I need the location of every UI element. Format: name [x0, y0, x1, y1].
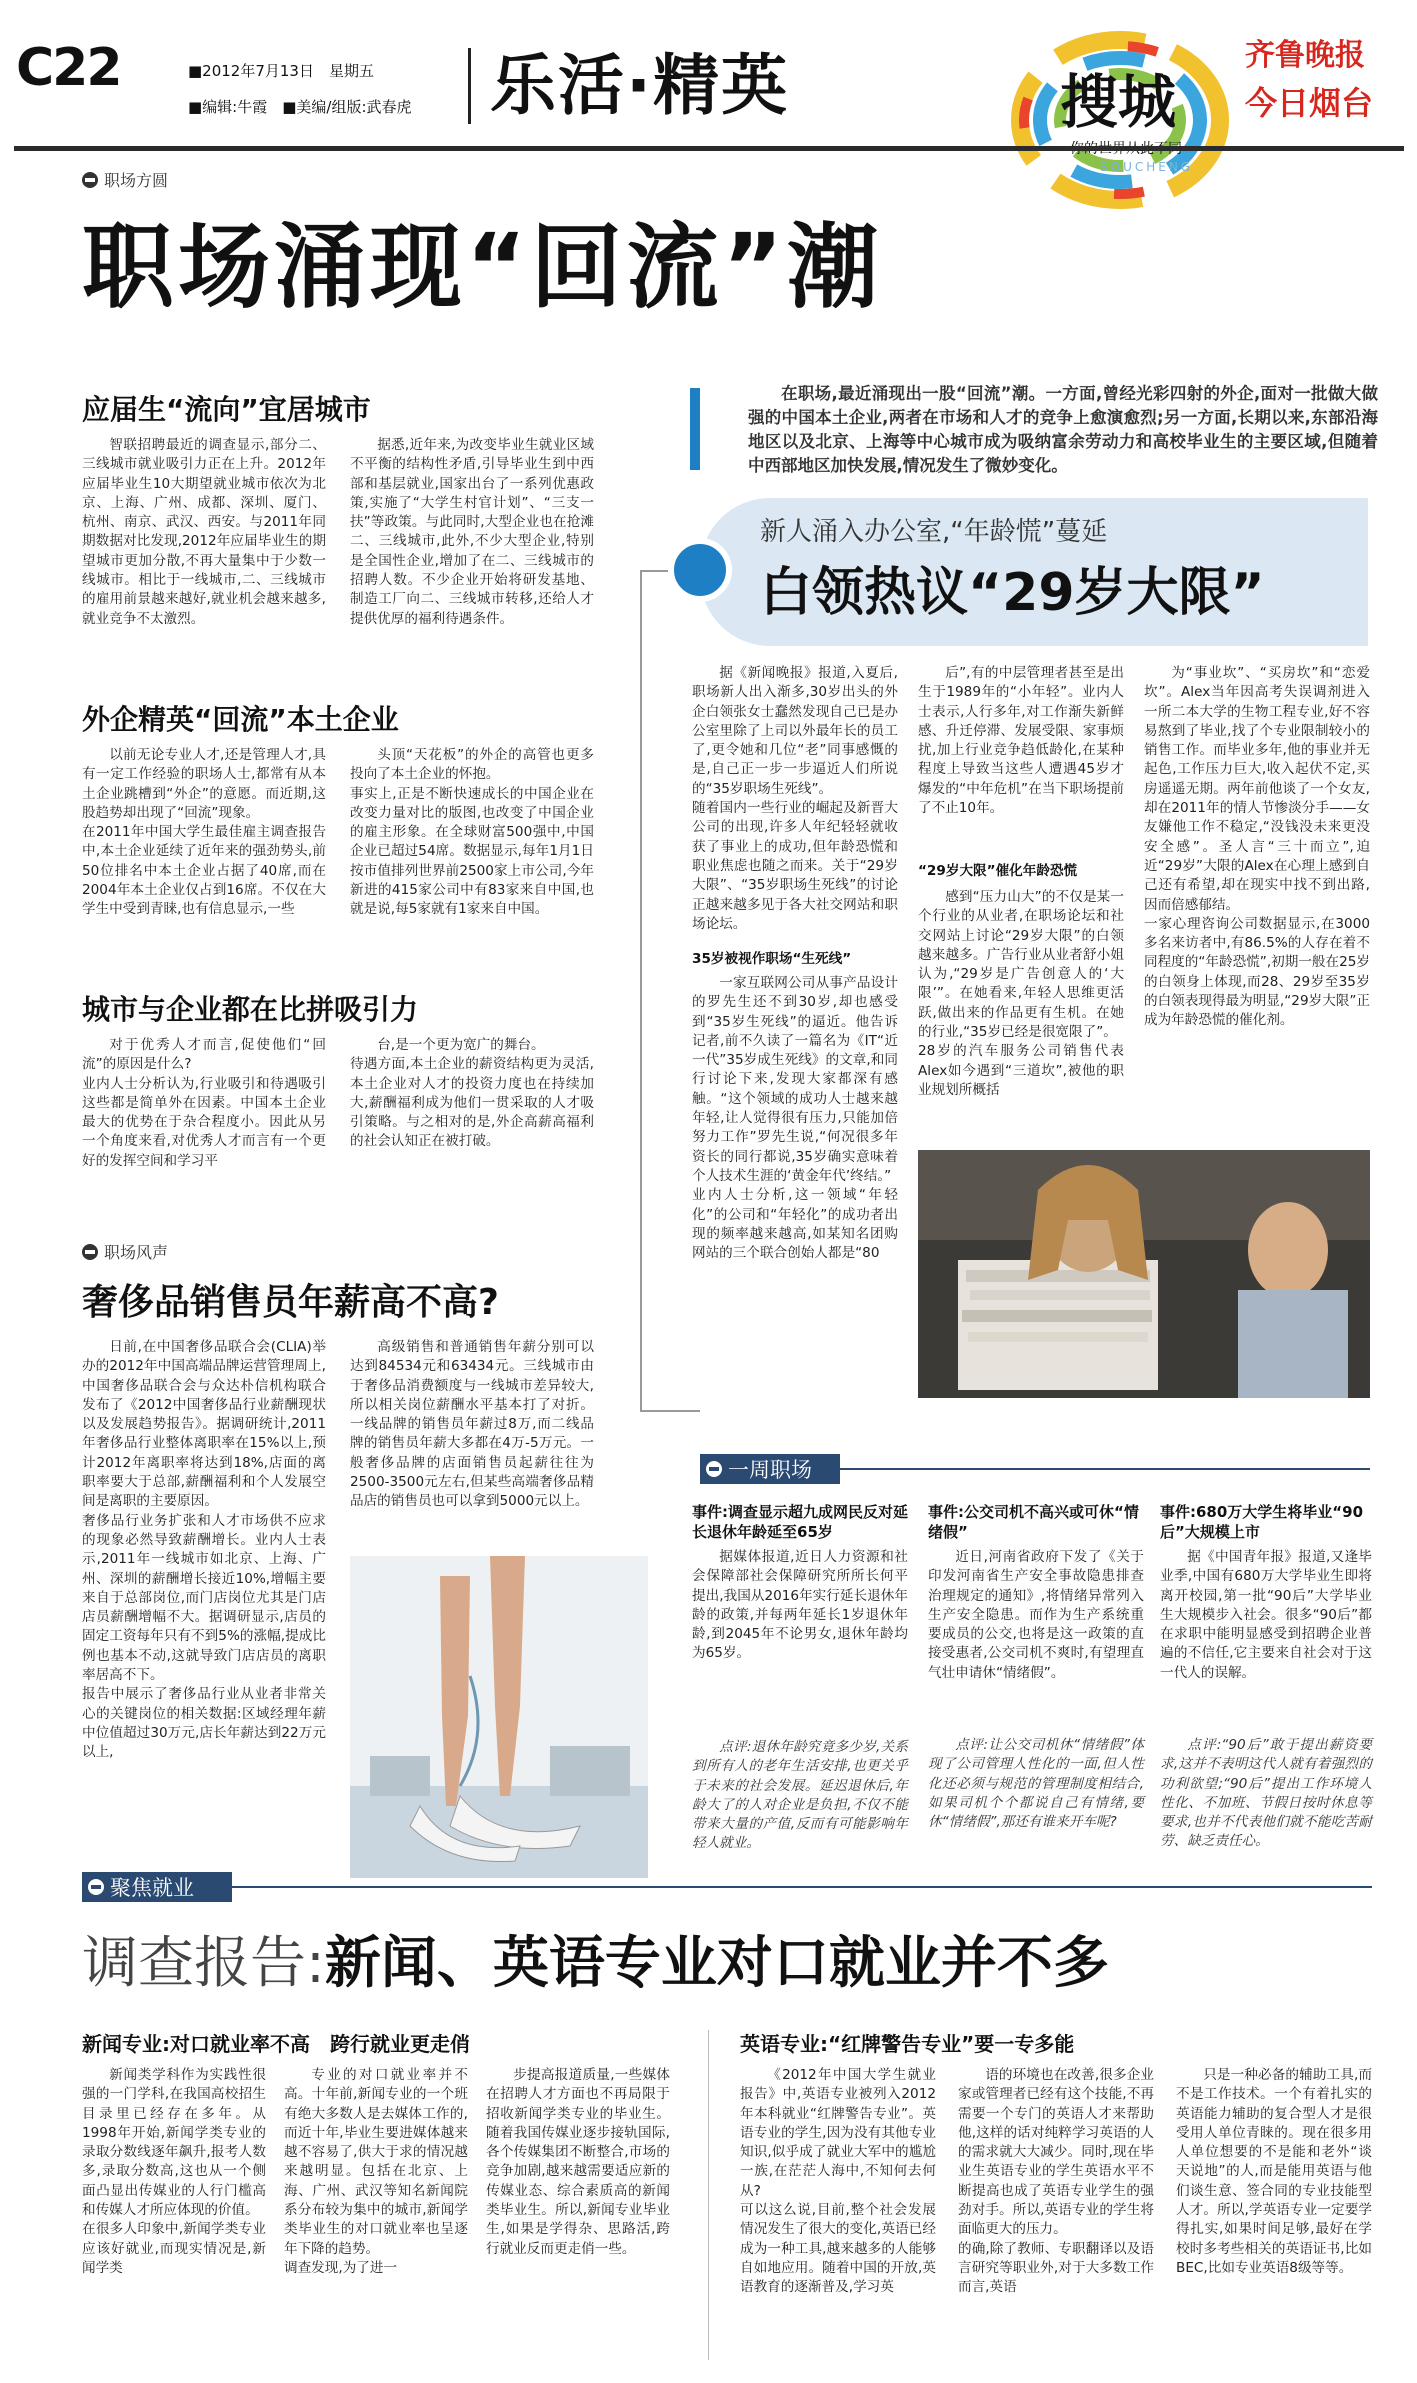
english-title: 英语专业:“红牌警告专业”要一专多能	[740, 2032, 1075, 2056]
sec1-title: 应届生“流向”宜居城市	[82, 393, 371, 426]
english-col2: 语的环境也在改善,很多企业家或管理者已经有这个技能,不再需要一个专门的英语人才来帮助他,这样的话对纯粹学习英语的人的需求就大大减少。同时,现在毕业生英语专业的学生英语水平不断提高也成了英语专业学生的强劲对手。所以,英语专业的学生将面临更大的压力。 的确,除了教师、专职翻译以及语言研究等职业外,对于大多数工作而言,英语	[958, 2067, 1154, 2296]
sec2-col2: 头顶“天花板”的外企的高管也更多投向了本土企业的怀抱。 事实上,正是不断快速成长的中国企业在改变力量对比的版图,也改变了中国企业的雇主形象。在全球财富500强中,中国企业已超过54席。数据显示,每年1月1日按市值排列世界前2500家上市公司,今年新进的415家公司中有83家来自中国,也就是说,每5家就有1家来自中国。	[350, 747, 594, 918]
section-title: 乐活·精英	[490, 47, 790, 124]
event3-title: 事件:680万大学生将毕业“90后”大规模上市	[1160, 1503, 1364, 1541]
feature-col1: 据《新闻晚报》报道,入夏后,职场新人出入渐多,30岁出头的外企白领张女士蠢然发现自己已是办公室里除了上司以外最年长的员工了,更令她和几位“老”同事感慨的是,自己正一步一步逼近人们所说的“35岁职场生死线”。 随着国内一些行业的崛起及新晋大公司的出现,许多人年纪轻轻就收获了事业上的成功,但年龄恐慌和职业焦虑也随之而来。关于“29岁大限”、“35岁职场生死线”的讨论正越来越多见于各大社交网站和职场论坛。	[692, 665, 898, 932]
feature-title: 白领热议“29岁大限”	[760, 563, 1265, 623]
connector-line	[640, 570, 642, 1410]
sec3-col1: 对于优秀人才而言,促使他们“回流”的原因是什么? 业内人士分析认为,行业吸引和待遇吸引这些都是简单外在因素。中国本土企业最大的优势在于杂合程度小。因此从另一个角度来看,对优秀人才而言有一个更好的发挥空间和学习平	[82, 1037, 326, 1169]
feature-col3: 为“事业坎”、“买房坎”和“恋爱坎”。Alex当年因高考失误调剂进入一所二本大学的生物工程专业,好不容易熬到了毕业,找了个专业限制较小的销售工作。而毕业多年,他的事业并无起色,工作压力巨大,收入起伏不定,买房遥遥无期。两年前他谈了一个女友,却在2011年的情人节惨淡分手——女友嫌他工作不稳定,“没钱没未来更没安全感”。圣人言“三十而立”,迫近“29岁”大限的Alex在心理上感到自己还有希望,却在现实中找不到出路,因而倍感郁结。 一家心理咨询公司数据显示,在3000多名来访者中,有86.5%的人存在着不同程度的“年龄恐慌”,初期一般在25岁的白领身上体现,而28、29岁至35岁的白领表现得最为明显,“29岁大限”正成为年龄恐慌的催化剂。	[1144, 665, 1371, 1029]
luxury-title: 奢侈品销售员年薪高不高?	[82, 1282, 499, 1323]
newspaper-logo: 齐鲁晚报	[1245, 38, 1365, 73]
circle-marker-icon	[88, 1879, 104, 1895]
luxury-heels-illustration	[350, 1556, 648, 1878]
sec2-title: 外企精英“回流”本土企业	[82, 703, 399, 736]
column-divider	[708, 2030, 709, 2360]
feature-sub1: 35岁被视作职场“生死线”	[692, 951, 852, 967]
column-logo-english: SOUCHENG	[1100, 160, 1194, 174]
sec3-title: 城市与企业都在比拼吸引力	[82, 993, 419, 1026]
weekly-tag-label: 一周职场	[728, 1458, 812, 1482]
event3-comment: 点评:“90后”敢于提出薪资要求,这并不表明这代人就有着强烈的功利欲望;“90后”提出工作环境人性化、不加班、节假日按时休息等要求,也并不代表他们就不能吃苦耐劳、缺乏责任心。	[1160, 1737, 1372, 1850]
focus-section-bar	[82, 1872, 232, 1902]
event1-title: 事件:调查显示超九成网民反对延长退休年龄延至65岁	[692, 1503, 909, 1541]
bottom-rule	[232, 1886, 1372, 1888]
bottom-headline	[82, 1928, 1109, 2000]
edition-name: 今日烟台	[1245, 84, 1374, 122]
feature-blue-circle	[668, 538, 732, 602]
luxury-section-tag	[82, 1240, 168, 1263]
circle-marker-icon	[706, 1461, 722, 1477]
journalism-col3: 步提高报道质量,一些媒体在招聘人才方面也不再局限于招收新闻学类专业的毕业生。随着我国传媒业逐步接轨国际,各个传媒集团不断整合,市场的竞争加剧,越来越需要适应新的传媒业态、综合素质高的新闻类毕业生。所以,新闻专业毕业生,如果是学得杂、思路活,跨行就业反而更走俏一些。	[486, 2067, 670, 2257]
main-headline: 职场涌现“回流”潮	[82, 214, 883, 321]
feature-sub2: “29岁大限”催化年龄恐慌	[918, 863, 1078, 879]
event2-body: 近日,河南省政府下发了《关于印发河南省生产安全事故隐患排查治理规定的通知》,将情绪异常列入生产安全隐患。而作为生产系统重要成员的公交,也将是这一政策的直接受惠者,公交司机不爽时,有望理直气壮申请休“情绪假”。	[928, 1549, 1144, 1681]
header-rule	[14, 146, 1404, 151]
page-number: C22	[16, 38, 121, 98]
editor-credits: ■编辑:牛霞 ■美编/组版:武春虎	[188, 98, 412, 116]
english-col3: 只是一种必备的辅助工具,而不是工作技术。一个有着扎实的英语能力辅助的复合型人才是很受用人单位青睐的。现在很多用人单位想要的不是能和老外“谈天说地”的人,而是能用英语与他们谈生意、签合同的专业技能型人才。所以,学英语专业一定要学得扎实,如果时间足够,最好在学校时多考些相关的英语证书,比如BEC,比如专业英语8级等等。	[1176, 2067, 1372, 2276]
feature-col2: 后”,有的中层管理者甚至是出生于1989年的“小年轻”。业内人士表示,人行多年,对工作渐失新鲜感、升迁停滞、发展受限、家事烦扰,加上行业竞争趋低龄化,在某种程度上导致当这些人遭遇45岁才爆发的“中年危机”在当下职场提前了不止10年。	[918, 665, 1124, 817]
connector-line	[640, 1410, 700, 1412]
weekly-rule	[840, 1468, 1370, 1470]
journalism-title: 新闻专业:对口就业率不高 跨行就业更走俏	[82, 2032, 470, 2056]
circle-marker-icon	[82, 1244, 98, 1260]
luxury-col2: 高级销售和普通销售年薪分别可以达到84534元和63434元。三线城市由于奢侈品消费额度与一线城市差异较大,所以相关岗位薪酬水平基本打了对折。一线品牌的销售员年薪过8万,而二线品牌的销售员年薪大多都在4万-5万元。一般奢侈品牌的店面销售员起薪往往为2500-3500元左右,但某些高端奢侈品精品店的销售员也可以拿到5000元以上。	[350, 1339, 594, 1510]
luxury-tag-label: 职场风声	[104, 1243, 169, 1262]
connector-line	[640, 570, 670, 572]
main-section-tag	[82, 168, 168, 191]
event2-comment: 点评:让公交司机休“情绪假”体现了公司管理人性化的一面,但人性化还必须与规范的管理制度相结合,如果司机个个都说自己有情绪,要休“情绪假”,那还有谁来开车呢?	[928, 1737, 1144, 1831]
circle-marker-icon	[82, 172, 98, 188]
main-lead: 在职场,最近涌现出一股“回流”潮。一方面,曾经光彩四射的外企,面对一批做大做强的中国本土企业,两者在市场和人才的竞争上愈演愈烈;另一方面,长期以来,东部沿海地区以及北京、上海等中心城市成为吸纳富余劳动力和高校毕业生的主要区域,但随着中西部地区加快发展,情况发生了微妙变化。	[748, 384, 1378, 475]
issue-date: ■2012年7月13日 星期五	[188, 62, 374, 80]
bottom-headline-main: 新闻、英语专业对口就业并不多	[324, 1931, 1109, 1996]
lead-accent-bar	[690, 388, 700, 470]
bottom-headline-prefix: 调查报告:	[82, 1931, 325, 1996]
sec2-col1: 以前无论专业人才,还是管理人才,具有一定工作经验的职场人士,都常有从本土企业跳槽到“外企”的意愿。而近期,这股趋势却出现了“回流”现象。 在2011年中国大学生最佳雇主调查报告中,本土企业延续了近年来的强劲势头,前50位排名中本土企业占据了40席,而在2004年本土企业仅占到16席。不仅在大学生中受到青睐,也有信息显示,一些	[82, 747, 326, 918]
column-logo: 搜城	[1060, 68, 1177, 136]
journalism-col2: 专业的对口就业率并不高。十年前,新闻专业的一个班有绝大多数人是去媒体工作的,而近十年,毕业生要进媒体越来越不容易了,供大于求的情况越来越明显。包括在北京、上海、广州、武汉等知名新闻院系分布较为集中的城市,新闻学类毕业生的对口就业率也呈逐年下降的趋势。 调查发现,为了进一	[284, 2067, 468, 2276]
feature-col2b: 感到“压力山大”的不仅是某一个行业的从业者,在职场论坛和社交网站上讨论“29岁大限”的白领越来越多。广告行业从业者舒小姐认为,“29岁是广告创意人的‘大限’”。在她看来,年轻人思维更活跃,做出来的作品更有生机。在她的行业,“35岁已经是很宽限了”。 28岁的汽车服务公司销售代表Alex如今遇到“三道坎”,被他的职业规划所概括	[918, 889, 1124, 1098]
focus-tag-label: 聚焦就业	[110, 1876, 194, 1900]
event1-body: 据媒体报道,近日人力资源和社会保障部社会保障研究所所长何平提出,我国从2016年实行延长退休年龄的政策,并每两年延长1岁退休年龄,到2045年不论男女,退休年龄均为65岁。	[692, 1549, 908, 1662]
office-worker-photo	[918, 1150, 1370, 1398]
sec1-col1: 智联招聘最近的调查显示,部分二、三线城市就业吸引力正在上升。2012年应届毕业生10大期望就业城市依次为北京、上海、广州、成都、深圳、厦门、杭州、南京、武汉、西安。与2011年同期数据对比发现,2012年应届毕业生的期望城市更加分散,不再大量集中于少数一线城市。相比于一线城市,二、三线城市的雇用前景越来越好,就业机会越来越多,就业竞争不太激烈。	[82, 437, 326, 627]
sec3-col2: 台,是一个更为宽广的舞台。 待遇方面,本土企业的薪资结构更为灵活,本土企业对人才的投资力度也在持续加大,薪酬福利成为他们一贯采取的人才吸引策略。与之相对的是,外企高薪高福利的社会认知正在被打破。	[350, 1037, 594, 1150]
luxury-col1: 日前,在中国奢侈品联合会(CLIA)举办的2012年中国高端品牌运营管理周上,中国奢侈品联合会与众达朴信机构联合发布了《2012中国奢侈品行业薪酬现状以及发展趋势报告》。据调研统计,2011年奢侈品行业整体离职率在15%以上,预计2012年离职率将达到18%,店面的离职率要大于总部,薪酬福利和个人发展空间是离职的主要原因。 奢侈品行业务扩张和人才市场供不应求的现象必然导致薪酬增长。业内人士表示,2011年一线城市如北京、上海、广州、深圳的薪酬增长接近10%,增幅主要来自于总部岗位,而门店岗位尤其是门店店员薪酬增幅不大。据调研显示,店员的固定工资每年只有不到5%的涨幅,提成比例也基本不动,这就导致门店店员的离职率居高不下。 报告中展示了奢侈品行业从业者非常关心的关键岗位的相关数据:区域经理年薪中位值超过30万元,店长年薪达到22万元以上,	[82, 1339, 326, 1761]
journalism-col1: 新闻类学科作为实践性很强的一门学科,在我国高校招生目录里已经存在多年。从1998年开始,新闻学类专业的录取分数线逐年飙升,报考人数多,录取分数高,这也从一个侧面凸显出传媒业的人行门槛高和传媒人才所应体现的价值。 在很多人印象中,新闻学类专业应该好就业,而现实情况是,新闻学类	[82, 2067, 266, 2276]
main-tag-label: 职场方圆	[104, 171, 169, 190]
english-col1: 《2012年中国大学生就业报告》中,英语专业被列入2012年本科就业“红牌警告专业”。英语专业的学生,因为没有其他专业知识,似乎成了就业大军中的尴尬一族,在茫茫人海中,不知何去何从? 可以这么说,目前,整个社会发展情况发生了很大的变化,英语已经成为一种工具,越来越多的人能够自如地应用。随着中国的开放,英语教育的逐渐普及,学习英	[740, 2067, 936, 2296]
event3-body: 据《中国青年报》报道,又逢毕业季,中国有680万大学毕业生即将离开校园,第一批“90后”大学毕业生大规模步入社会。很多“90后”都在求职中能明显感受到招聘企业普遍的不信任,它主要来自社会对于这一代人的误解。	[1160, 1549, 1372, 1681]
event2-title: 事件:公交司机不高兴或可休“情绪假”	[928, 1503, 1139, 1541]
event1-comment: 点评:退休年龄究竟多少岁,关系到所有人的老年生活安排,也更关乎于未来的社会发展。延迟退休后,年龄大了的人对企业是负担,不仅不能带来大量的产值,反而有可能影响年轻人就业。	[692, 1739, 908, 1852]
feature-col1b: 一家互联网公司从事产品设计的罗先生还不到30岁,却也感受到“35岁生死线”的逼近。他告诉记者,前不久读了一篇名为《IT“近一代”35岁成生死线》的文章,和同行讨论下来,发现大家都深有感触。“这个领域的成功人士越来越年轻,让人觉得很有压力,只能加倍努力工作”罗先生说,“何况很多年资长的同行都说,35岁确实意味着个人技术生涯的‘黄金年代’终结。” 业内人士分析,这一领域“年轻化”的公司和“年轻化”的成功者出现的频率越来越高,如某知名团购网站的三个联合创始人都是“80	[692, 975, 898, 1262]
weekly-section-bar	[700, 1454, 840, 1484]
sec1-col2: 据悉,近年来,为改变毕业生就业区域不平衡的结构性矛盾,引导毕业生到中西部和基层就业,国家出台了一系列优惠政策,实施了“大学生村官计划”、“三支一扶”等政策。与此同时,大型企业也在抢滩二、三线城市,此外,不少大型企业,特别是全国性企业,增加了在二、三线城市的招聘人数。不少企业开始将研发基地、制造工厂向二、三线城市转移,还给人才提供优厚的福利待遇条件。	[350, 437, 594, 627]
feature-kicker: 新人涌入办公室,“年龄慌”蔓延	[760, 517, 1108, 547]
